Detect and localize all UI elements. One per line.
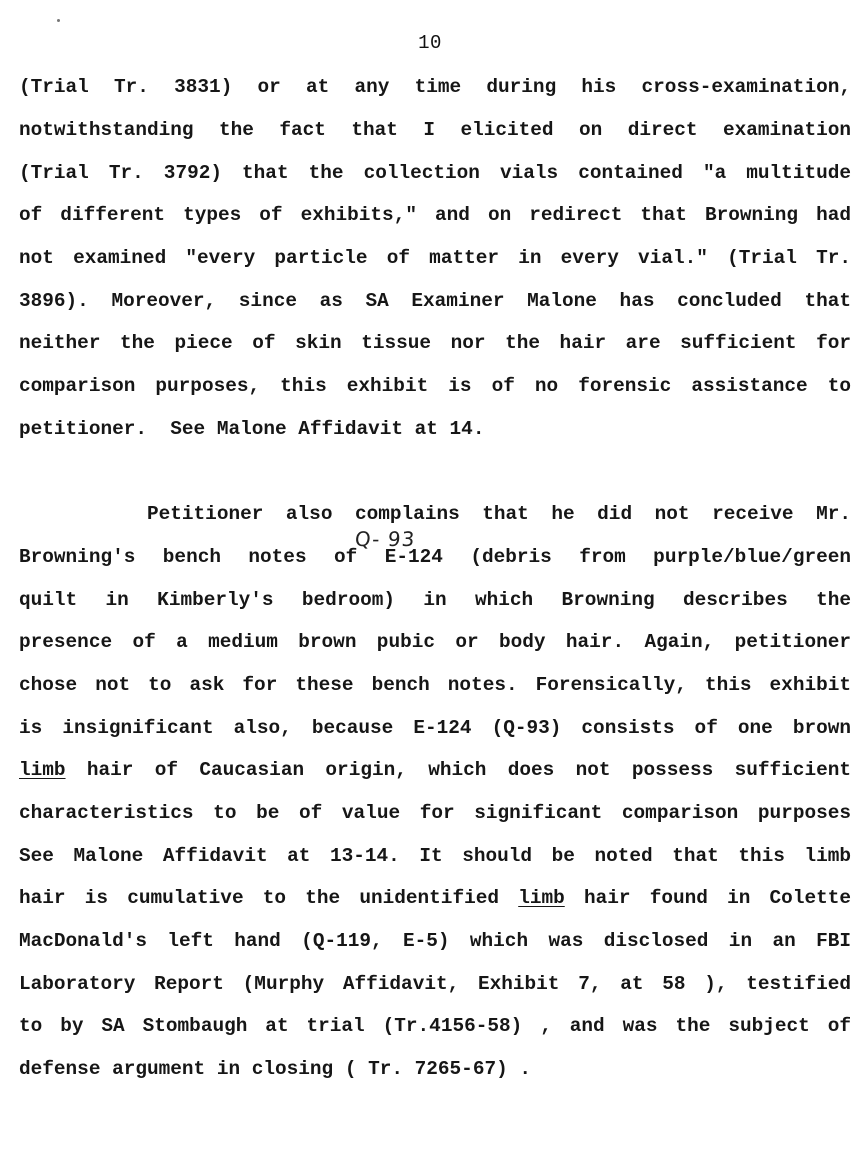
- text-line: Laboratory Report (Murphy Affidavit, Exhibit 7, at 58 ), testified: [19, 973, 851, 995]
- text-line: [19, 757, 851, 783]
- text-line: characteristics to be of value for significant comparison purposes: [19, 802, 851, 824]
- text-span: hair of Caucasian origin, which does not possess sufficient: [65, 759, 851, 781]
- text-line: of different types of exhibits," and on redirect that Browning had: [19, 204, 851, 226]
- text-line: Browning's bench notes of E-124 (debris from purple/blue/green: [19, 546, 851, 568]
- text-line: not examined "every particle of matter in every vial." (Trial Tr.: [19, 247, 851, 269]
- text-line: See Malone Affidavit at 13-14. It should be noted that this limb: [19, 845, 851, 867]
- text-span: hair is cumulative to the unidentified: [19, 887, 519, 909]
- text-line: quilt in Kimberly's bedroom) in which Browning describes the: [19, 589, 851, 611]
- underlined-word: limb: [19, 759, 66, 781]
- text-line: [19, 885, 851, 911]
- underlined-word: limb: [518, 887, 565, 909]
- text-line: presence of a medium brown pubic or body hair. Again, petitioner: [19, 631, 851, 653]
- text-line: is insignificant also, because E-124 (Q-93) consists of one brown: [19, 717, 851, 739]
- text-line: neither the piece of skin tissue nor the hair are sufficient for: [19, 332, 851, 354]
- text-line: chose not to ask for these bench notes. Forensically, this exhibit: [19, 674, 851, 696]
- text-line: petitioner. See Malone Affidavit at 14.: [19, 418, 485, 440]
- page-number: 10: [418, 32, 442, 54]
- scan-speck: [57, 19, 60, 22]
- text-line: MacDonald's left hand (Q-119, E-5) which was disclosed in an FBI: [19, 930, 851, 952]
- text-line: (Trial Tr. 3792) that the collection vials contained "a multitude: [19, 162, 851, 184]
- text-line: defense argument in closing ( Tr. 7265-67) .: [19, 1058, 531, 1080]
- text-line: to by SA Stombaugh at trial (Tr.4156-58) , and was the subject of: [19, 1015, 851, 1037]
- handwritten-annotation: Q- 93: [354, 527, 417, 551]
- text-line: Petitioner also complains that he did not receive Mr.: [147, 503, 851, 525]
- text-line: notwithstanding the fact that I elicited on direct examination: [19, 119, 851, 141]
- text-span: hair found in Colette: [564, 887, 851, 909]
- text-line: comparison purposes, this exhibit is of no forensic assistance to: [19, 375, 851, 397]
- text-line: (Trial Tr. 3831) or at any time during his cross-examination,: [19, 76, 851, 98]
- text-line: 3896). Moreover, since as SA Examiner Malone has concluded that: [19, 290, 851, 312]
